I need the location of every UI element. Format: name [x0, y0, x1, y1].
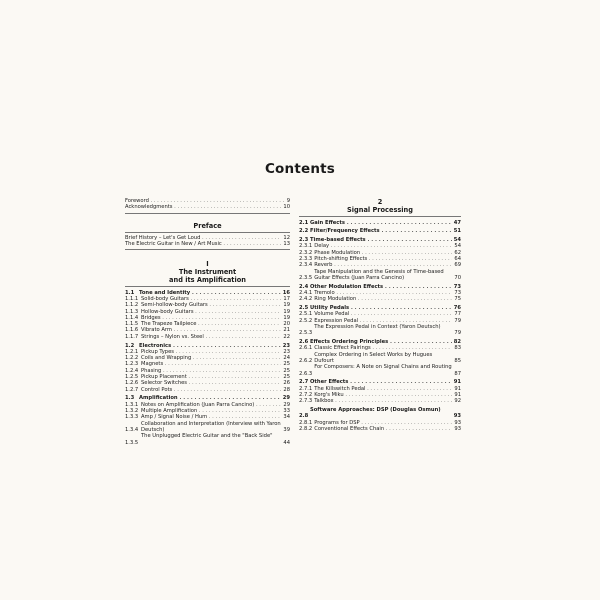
toc-entry-page: 23: [282, 342, 290, 349]
toc-entry-title: Gain Effects . . .: [310, 220, 452, 226]
toc-entry: [299, 220, 461, 226]
part1-numeral: I: [206, 260, 209, 269]
toc-entry-title: Foreword . . .: [125, 198, 285, 204]
toc-entry-page: 47: [453, 219, 461, 226]
toc-entry-number: 1.3.1: [125, 401, 139, 408]
toc-entry-number: 1.2.3: [125, 361, 139, 368]
toc-entry-page: 44: [283, 439, 290, 446]
toc-entry-title: Software Approaches: DSP (Douglas Osmun): [310, 407, 441, 414]
toc-entry: [299, 426, 461, 432]
toc-entry-page: 19: [283, 314, 290, 321]
toc-entry: [299, 364, 461, 377]
toc-entry-title: Other Modulation Effects . . .: [310, 284, 452, 290]
toc-entry-page: 25: [283, 361, 290, 368]
toc-entry-page: 17: [283, 295, 290, 302]
toc-entry-page: 20: [283, 321, 290, 328]
toc-entry: [299, 269, 461, 282]
toc-entry-title: Electronics . . .: [139, 343, 281, 349]
toc-entry-number: 1.1.4: [125, 314, 139, 321]
toc-entry-page: 93: [454, 425, 461, 432]
page-title: Contents: [264, 161, 336, 177]
toc-entry-title: Filter/Frequency Effects . . .: [310, 228, 452, 234]
toc-entry-page: 92: [454, 398, 461, 405]
toc-entry-title: Amplification . . .: [139, 395, 281, 401]
toc-entry-title: Solid-body Guitars . . .: [139, 296, 281, 302]
toc-entry-number: 2.6.1: [299, 345, 313, 352]
toc-entry-title: The Trapeze Tailpiece . . .: [139, 321, 281, 327]
toc-entry-page: 83: [454, 345, 461, 352]
toc-entry-page: 10: [283, 204, 290, 211]
toc-entry-number: 1.1: [125, 289, 135, 296]
toc-entry-number: 1.1.7: [125, 333, 139, 340]
toc-entry-number: 2.3: [299, 237, 309, 244]
toc-entry-page: 25: [283, 374, 290, 381]
toc-entry-title: Expression Pedal . . .: [312, 318, 452, 324]
part1-title-line2: and its Amplification: [169, 276, 246, 285]
toc-entry-title: Tremolo . . .: [312, 290, 452, 296]
part2-numeral: 2: [377, 198, 383, 206]
part1-entry-list: [125, 290, 290, 446]
toc-entry-number: 2.7: [299, 379, 309, 386]
toc-entry-title: Phasing . . .: [139, 368, 281, 374]
toc-entry-page: 39: [283, 426, 290, 433]
toc-entry-title: Coils and Wrapping . . .: [139, 355, 281, 361]
toc-entry-page: 93: [454, 419, 461, 426]
preface-list: [125, 235, 290, 248]
toc-entry: [299, 228, 461, 234]
toc-entry-number: 2.6: [299, 339, 309, 346]
toc-entry-title: Delay . . .: [312, 243, 452, 249]
toc-entry-number: 1.3.3: [125, 414, 139, 421]
toc-entry: [125, 433, 290, 446]
toc-entry-page: 25: [283, 367, 290, 374]
toc-entry-page: 82: [453, 339, 461, 346]
toc-entry: [299, 296, 461, 302]
divider: [125, 232, 290, 233]
toc-entry-title: Classic Effect Pairings . . .: [312, 345, 452, 351]
toc-entry-page: 28: [283, 386, 290, 393]
toc-entry-title: Control Pots . . .: [139, 387, 281, 393]
toc-entry-number: 2.8.2: [299, 425, 313, 432]
toc-entry-title: Phase Modulation . . .: [312, 250, 452, 256]
toc-entry-number: 2.4.2: [299, 296, 313, 303]
toc-entry-number: 2.3.4: [299, 262, 313, 269]
toc-entry-page: 91: [453, 379, 461, 386]
toc-entry-number: 2.5.3: [299, 330, 313, 337]
toc-entry-number: 2.7.2: [299, 391, 313, 398]
toc-entry-number: 2.6.3: [299, 370, 313, 377]
toc-entry-page: 79: [454, 330, 461, 337]
toc-entry-number: 1.1.6: [125, 327, 139, 334]
toc-entry-number: 2.5.1: [299, 311, 313, 318]
toc-entry-title: Utility Pedals . . .: [310, 305, 452, 311]
toc-entry-number: 1.1.1: [125, 295, 139, 302]
toc-entry-title: Vibrato Arm . . .: [139, 327, 281, 333]
toc-entry-number: 2.4: [299, 283, 309, 290]
toc-entry: [299, 407, 461, 420]
toc-entry-page: 69: [454, 262, 461, 269]
toc-entry-page: 13: [283, 240, 290, 247]
toc-entry: [299, 398, 461, 404]
toc-entry-title: Ring Modulation . . .: [312, 296, 452, 302]
toc-entry-number: 2.7.1: [299, 385, 313, 392]
toc-entry-number: 1.3.2: [125, 408, 139, 415]
toc-right-column: [299, 198, 461, 432]
toc-entry-page: 9: [286, 198, 290, 204]
toc-entry-title: Pickup Types . . .: [139, 349, 281, 355]
toc-entry-number: 1.2.4: [125, 367, 139, 374]
toc-entry-page: 93: [453, 413, 461, 420]
toc-entry-page: 73: [454, 289, 461, 296]
toc-entry-page: 24: [283, 355, 290, 362]
toc-entry-title: Hollow-body Guitars . . .: [139, 309, 281, 315]
toc-entry-title: Bridges . . .: [139, 315, 281, 321]
toc-entry-title: Strings – Nylon vs. Steel . . .: [139, 334, 281, 340]
toc-entry-page: 19: [283, 308, 290, 315]
toc-entry-page: 12: [283, 234, 290, 241]
toc-entry-page: 75: [454, 296, 461, 303]
toc-entry-page: 19: [283, 302, 290, 309]
toc-entry-title: The Unplugged Electric Guitar and the "Back Side": [141, 433, 273, 440]
toc-entry-title: Programs for DSP . . .: [312, 420, 452, 426]
toc-entry-page: 26: [283, 380, 290, 387]
toc-entry-number: 1.2: [125, 342, 135, 349]
toc-entry-title: The Killswitch Pedal . . .: [312, 386, 452, 392]
toc-entry-number: 1.2.7: [125, 386, 139, 393]
toc-entry-number: 2.7.3: [299, 398, 313, 405]
toc-entry-number: 2.3.3: [299, 255, 313, 262]
toc-entry-title: Tape Manipulation and the Genesis of Time-based Guitar Effects (Juan Parra Cancino): [314, 268, 444, 281]
front-matter-list: [125, 198, 290, 211]
part2-title: Signal Processing: [347, 206, 413, 214]
toc-entry-number: 1.2.2: [125, 355, 139, 362]
toc-entry-number: 1.3: [125, 395, 135, 402]
toc-entry-page: 33: [283, 408, 290, 415]
toc-entry-page: 23: [283, 348, 290, 355]
toc-entry-title: Tone and Identity . . .: [139, 290, 281, 296]
toc-entry-title: For Composers: A Note on Signal Chains and Routing: [314, 364, 452, 371]
toc-entry-number: 2.3.1: [299, 243, 313, 250]
toc-entry-page: 54: [454, 243, 461, 250]
toc-entry-number: 1.3.4: [125, 426, 139, 433]
toc-entry-page: 29: [282, 395, 290, 402]
toc-entry-title: Korg's Miku . . .: [312, 392, 452, 398]
toc-entry: [299, 324, 461, 337]
toc-entry-page: 91: [454, 391, 461, 398]
toc-entry-title: Selector Switches . . .: [139, 380, 281, 386]
toc-entry-page: 16: [282, 289, 290, 296]
toc-entry-title: Acknowledgments . . .: [125, 204, 281, 210]
toc-entry-page: 76: [453, 305, 461, 312]
toc-entry: [125, 387, 290, 393]
divider: [125, 249, 290, 250]
toc-entry-page: 79: [454, 317, 461, 324]
toc-entry-number: 2.3.2: [299, 249, 313, 256]
toc-entry: [125, 334, 290, 340]
toc-entry: [125, 421, 290, 434]
toc-entry-number: 2.5: [299, 305, 309, 312]
toc-entry-page: 22: [283, 333, 290, 340]
toc-entry-number: 1.3.5: [125, 439, 139, 446]
toc-entry-page: 87: [454, 370, 461, 377]
toc-entry-title: Time-based Effects . . .: [310, 237, 452, 243]
toc-entry-number: 2.8: [299, 413, 309, 420]
toc-entry-title: Semi-hollow-body Guitars . . .: [139, 302, 281, 308]
toc-entry-number: 1.2.5: [125, 374, 139, 381]
toc-entry-title: Reverb . . .: [312, 262, 452, 268]
toc-entry-title: Collaboration and Interpretation (Interview with Yaron Deutsch): [141, 420, 281, 433]
toc-entry-number: 2.3.5: [299, 274, 313, 281]
toc-entry-number: 2.5.2: [299, 317, 313, 324]
toc-entry-title: The Expression Pedal in Context (Yaron Deutsch): [314, 323, 441, 330]
toc-entry-number: 2.1: [299, 219, 309, 226]
toc-entry-page: 77: [454, 311, 461, 318]
toc-entry-title: Other Effects . . .: [310, 379, 452, 385]
toc-entry-title: Talkbox . . .: [312, 398, 452, 404]
toc-entry-page: 54: [453, 237, 461, 244]
toc-entry-title: Conventional Effects Chain . . .: [312, 426, 452, 432]
toc-entry-title: Volume Pedal . . .: [312, 311, 452, 317]
toc-entry-page: 70: [454, 274, 461, 281]
divider: [299, 216, 461, 217]
toc-entry-number: 2.6.2: [299, 357, 313, 364]
toc-entry-number: 1.1.3: [125, 308, 139, 315]
toc-entry-title: Pickup Placement . . .: [139, 374, 281, 380]
toc-entry-number: 2.2: [299, 228, 309, 235]
toc-entry: [299, 352, 461, 365]
toc-entry-title: The Electric Guitar in New / Art Music . . .: [125, 241, 281, 247]
toc-entry-title: Magnets . . .: [139, 361, 281, 367]
toc-entry-page: 34: [283, 414, 290, 421]
toc-entry-number: 1.1.2: [125, 302, 139, 309]
toc-entry-page: 21: [283, 327, 290, 334]
toc-entry: [125, 204, 290, 210]
toc-entry-title: Notes on Amplification (Juan Parra Cancino) . . .: [139, 402, 281, 408]
toc-entry-title: Amp / Signal Noise / Hum . . .: [139, 414, 281, 420]
toc-entry: [125, 241, 290, 247]
toc-entry-title: Brief History – Let's Get Loud . . .: [125, 235, 281, 241]
toc-entry-number: 1.1.5: [125, 321, 139, 328]
toc-entry-title: Effects Ordering Principles . . .: [310, 339, 452, 345]
divider: [125, 286, 290, 287]
toc-entry-page: 73: [453, 283, 461, 290]
divider: [125, 213, 290, 214]
toc-entry-page: 62: [454, 249, 461, 256]
toc-entry-page: 51: [453, 228, 461, 235]
toc-entry-number: 2.4.1: [299, 289, 313, 296]
toc-left-column: [125, 198, 290, 446]
toc-entry-number: 2.8.1: [299, 419, 313, 426]
toc-entry-page: 64: [454, 255, 461, 262]
toc-entry-number: 1.2.1: [125, 348, 139, 355]
toc-entry-title: Complex Ordering in Select Works by Hugues Dufourt: [314, 351, 433, 364]
toc-entry-number: 1.2.6: [125, 380, 139, 387]
toc-entry-title: Multiple Amplification . . .: [139, 408, 281, 414]
part2-entry-list: [299, 220, 461, 433]
toc-entry-title: Pitch-shifting Effects . . .: [312, 256, 452, 262]
toc-entry-page: 91: [454, 385, 461, 392]
toc-entry-page: 85: [454, 357, 461, 364]
part1-title-line1: The Instrument: [178, 268, 237, 277]
toc-entry-page: 29: [283, 401, 290, 408]
preface-heading: Preface: [193, 221, 222, 230]
